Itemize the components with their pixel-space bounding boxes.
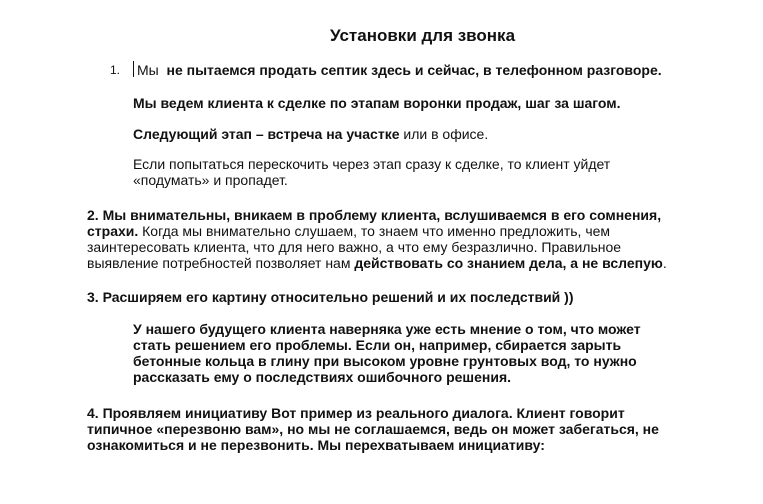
list-number-1: 1. [110, 63, 121, 77]
text-cursor [133, 61, 134, 77]
item4-line1: 4. Проявляем инициативу Вот пример из реального диалога. Клиент говорит [87, 405, 625, 421]
item3-body-line3: бетонные кольца в глину при высоком уровне грунтовых вод, то нужно [133, 353, 637, 369]
item3-body-line2: стать решением его проблемы. Если он, например, сбирается зарыть [133, 337, 622, 353]
item2-line3: заинтересовать клиента, что для него важно, а что ему безразлично. Правильное [87, 239, 622, 255]
item3-heading [87, 289, 574, 305]
item3-heading-text: 3. Расширяем его картину относительно решений и их последствий )) [87, 289, 574, 305]
item2-line4-normal: выявление потребностей позволяет нам [87, 255, 355, 271]
item3-body-line1: У нашего будущего клиента наверняка уже есть мнение о том, что может [133, 321, 641, 337]
item2-line4-end: . [662, 255, 667, 271]
item2-line2-bold: страхи. [87, 223, 139, 239]
item4-paragraph [87, 405, 727, 453]
item1-line4 [133, 156, 693, 188]
item1-line2-bold: Мы ведем клиента к сделке по этапам воронки продаж, шаг за шагом. [133, 95, 621, 111]
item4-line3: ознакомиться и не перезвонить. Мы перехватываем инициативу: [87, 437, 545, 453]
item3-body [133, 321, 693, 385]
item2-line1: 2. Мы внимательны, вникаем в проблему клиента, вслушиваемся в его сомнения, [87, 207, 662, 223]
item1-line2 [133, 95, 621, 111]
item4-line2: типичное «перезвоню вам», но мы не соглашаемся, ведь он может забегаться, не [87, 421, 659, 437]
item2-paragraph [87, 207, 727, 271]
item1-line3 [133, 126, 488, 142]
item1-line4-b: «подумать» и пропадет. [133, 172, 288, 188]
item1-line4-a: Если попытаться перескочить через этап сразу к сделке, то клиент уйдет [133, 156, 611, 172]
document-title: Установки для звонка [329, 26, 516, 45]
item1-line1-normal: Мы [137, 62, 159, 78]
item1-line3-normal: или в офисе. [399, 126, 489, 142]
item1-line3-bold: Следующий этап – встреча на участке [133, 126, 400, 142]
item1-line1-bold: не пытаемся продать септик здесь и сейчас, в телефонном разговоре. [166, 62, 662, 78]
item2-line4-bold: действовать со знанием дела, а не вслепую [354, 255, 663, 271]
item2-line2-normal: Когда мы внимательно слушаем, то знаем что именно предложить, чем [138, 223, 611, 239]
item3-body-line4: рассказать ему о последствиях ошибочного решения. [133, 369, 511, 385]
item1-line1 [137, 62, 662, 78]
